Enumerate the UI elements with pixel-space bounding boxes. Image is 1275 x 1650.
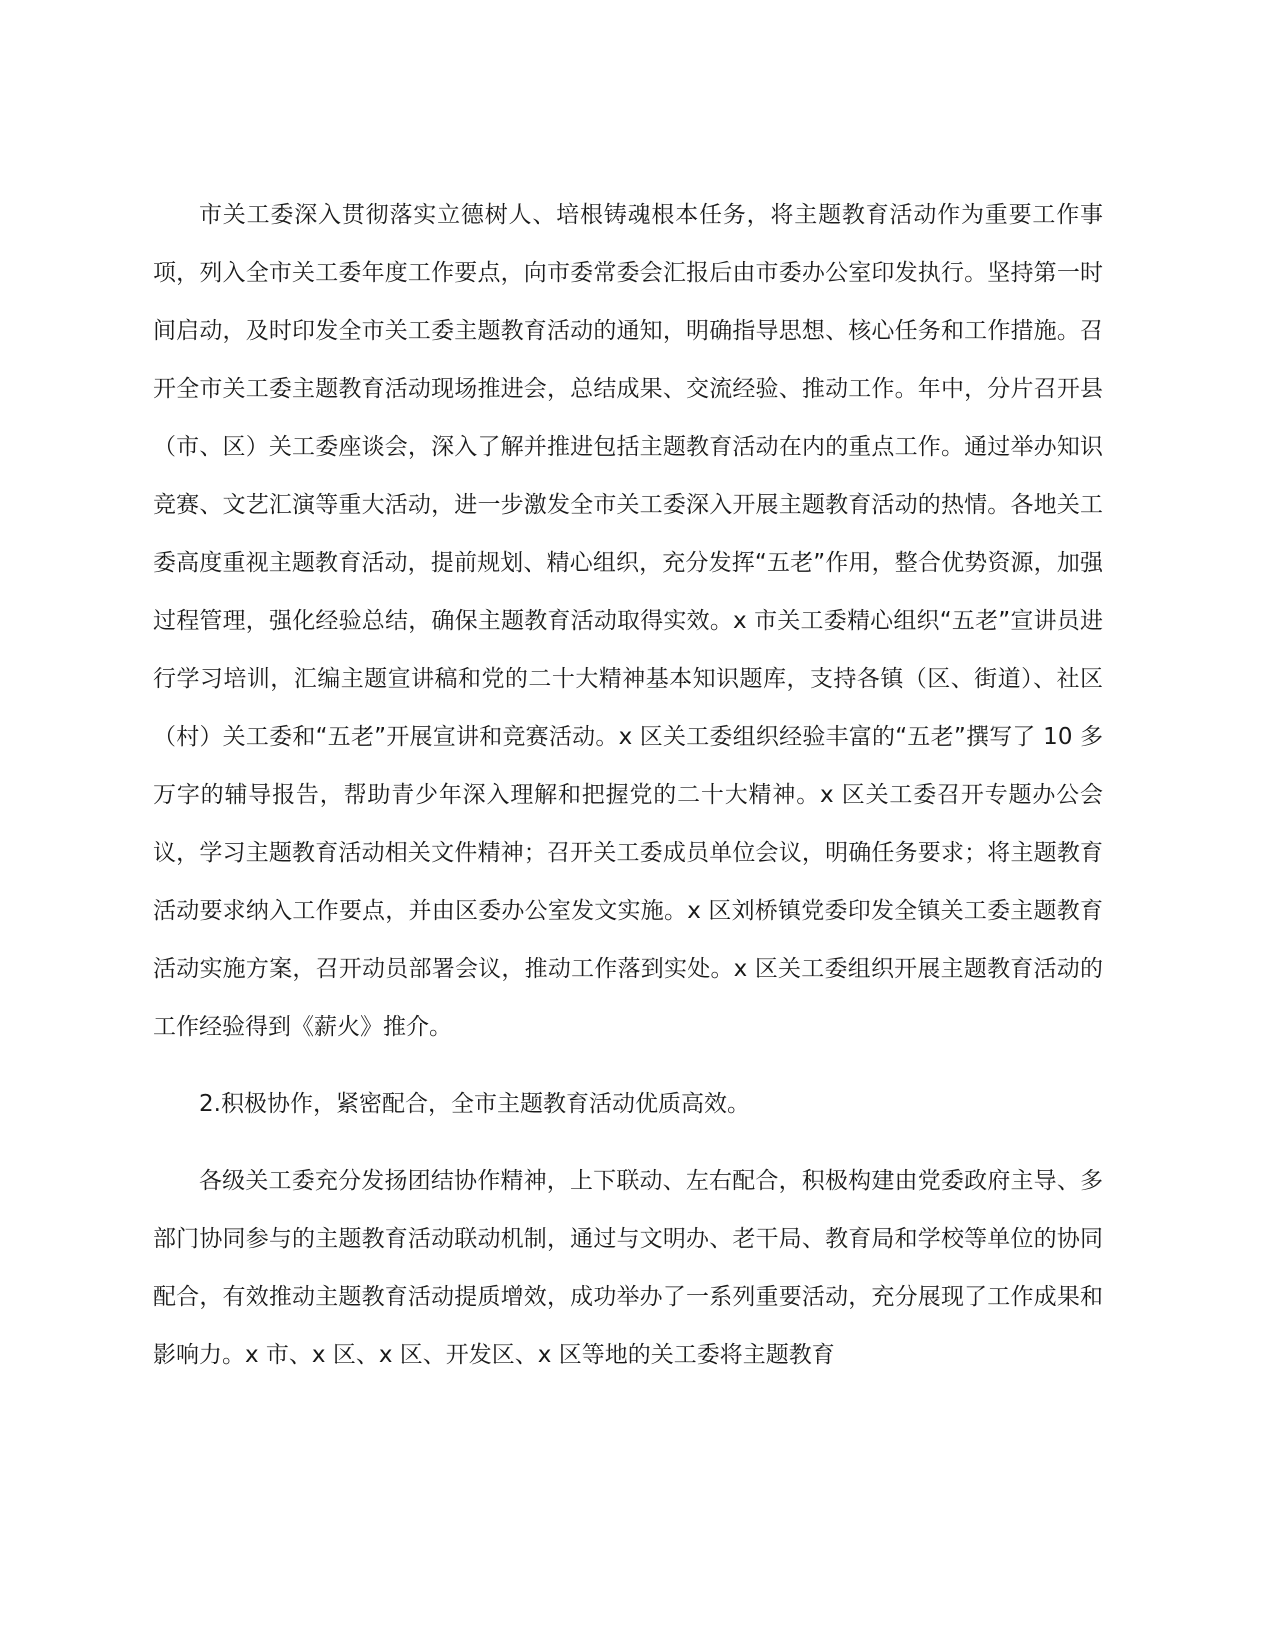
body-paragraph-2: 各级关工委充分发扬团结协作精神，上下联动、左右配合，积极构建由党委政府主导、多部门协同参与的主题教育活动联动机制，通过与文明办、老干局、教育局和学校等单位的协同配合，有效推动主题教育活动提质增效，成功举办了一系列重要活动，充分展现了工作成果和影响力。x 市、x 区、x 区、开发区、x 区等地的关工委将主题教育 (153, 1168, 1103, 1368)
body-paragraph-1: 市关工委深入贯彻落实立德树人、培根铸魂根本任务，将主题教育活动作为重要工作事项，列入全市关工委年度工作要点，向市委常委会汇报后由市委办公室印发执行。坚持第一时间启动，及时印发全市关工委主题教育活动的通知，明确指导思想、核心任务和工作措施。召开全市关工委主题教育活动现场推进会，总结成果、交流经验、推动工作。年中，分片召开县（市、区）关工委座谈会，深入了解并推进包括主题教育活动在内的重点工作。通过举办知识竞赛、文艺汇演等重大活动，进一步激发全市关工委深入开展主题教育活动的热情。各地关工委高度重视主题教育活动，提前规划、精心组织，充分发挥“五老”作用，整合优势资源，加强过程管理，强化经验总结，确保主题教育活动取得实效。x 市关工委精心组织“五老”宣讲员进行学习培训，汇编主题宣讲稿和党的二十大精神基本知识题库，支持各镇（区、街道）、社区（村）关工委和“五老”开展宣讲和竞赛活动。x 区关工委组织经验丰富的“五老”撰写了 10 多万字的辅导报告，帮助青少年深入理解和把握党的二十大精神。x 区关工委召开专题办公会议，学习主题教育活动相关文件精神；召开关工委成员单位会议，明确任务要求；将主题教育活动要求纳入工作要点，并由区委办公室发文实施。x 区刘桥镇党委印发全镇关工委主题教育活动实施方案，召开动员部署会议，推动工作落到实处。x 区关工委组织开展主题教育活动的工作经验得到《薪火》推介。 (153, 202, 1103, 1040)
document-body (153, 186, 1103, 1384)
section-heading-2: 2.积极协作，紧密配合，全市主题教育活动优质高效。 (199, 1091, 750, 1117)
